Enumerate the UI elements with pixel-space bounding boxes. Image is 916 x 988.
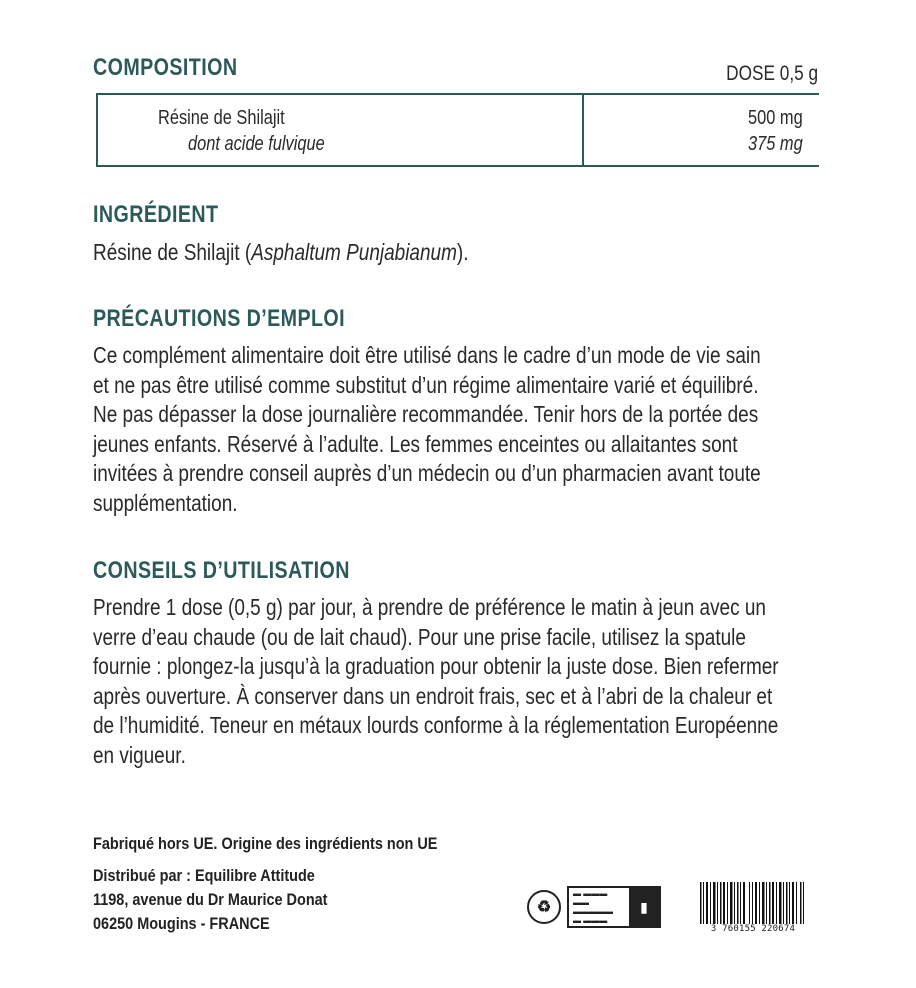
composition-row-value: 500 mg — [748, 107, 803, 129]
precautions-line: Ne pas dépasser la dose journalière recommandée. Tenir hors de la portée des — [93, 401, 759, 427]
barcode-number: 3 760155 220674 — [694, 924, 812, 934]
ingredient-text-suffix: ). — [456, 239, 469, 265]
ingredient-title: INGRÉDIENT — [93, 201, 219, 228]
conseils-text — [93, 593, 819, 770]
precautions-line: invitées à prendre conseil auprès d’un médecin ou d’un pharmacien avant toute — [93, 460, 761, 486]
conseils-line: de l’humidité. Teneur en métaux lourds conforme à la réglementation Européenne — [93, 712, 779, 738]
precautions-line: et ne pas être utilisé comme substitut d’un régime alimentaire varié et équilibré. — [93, 371, 759, 398]
precautions-line: supplémentation. — [93, 489, 238, 516]
precautions-text — [93, 341, 819, 518]
conseils-line: Prendre 1 dose (0,5 g) par jour, à prendre de préférence le matin à jeun avec un — [93, 594, 766, 620]
precautions-title: PRÉCAUTIONS D’EMPLOI — [93, 305, 346, 332]
composition-row-sub: dont acide fulvique — [188, 133, 325, 155]
dose-header: DOSE 0,5 g — [726, 62, 818, 85]
composition-row-name: Résine de Shilajit — [158, 107, 285, 129]
conseils-line: fournie : plongez-la jusqu’à la graduation pour obtenir la juste dose. Bien refermer — [93, 653, 779, 679]
sorting-info-lines-icon: ▬ ▬▬▬ ▬▬ ▬▬▬▬▬ ▬ ▬▬▬ — [573, 889, 613, 925]
recycling-logos — [527, 886, 661, 928]
ingredient-text-prefix: Résine de Shilajit ( — [93, 239, 252, 265]
origin-text: Fabriqué hors UE. Origine des ingrédients non UE — [93, 834, 438, 853]
conseils-line: verre d’eau chaude (ou de lait chaud). Pour une prise facile, utilisez la spatule — [93, 623, 746, 650]
precautions-line: jeunes enfants. Réservé à l’adulte. Les femmes enceintes ou allaitantes sont — [93, 430, 738, 457]
composition-row-sub-value: 375 mg — [748, 133, 803, 155]
ingredient-text — [93, 238, 819, 268]
sorting-info-icon — [567, 886, 661, 928]
table-divider — [582, 95, 584, 165]
composition-title: COMPOSITION — [93, 54, 238, 81]
conseils-line: en vigueur. — [93, 741, 186, 768]
composition-table — [96, 93, 819, 167]
address-line-2: 06250 Mougins - FRANCE — [93, 914, 270, 933]
conseils-title: CONSEILS D’UTILISATION — [93, 557, 350, 584]
distributor-line: Distribué par : Equilibre Attitude — [93, 866, 315, 885]
distributor-block — [93, 864, 328, 936]
ingredient-latin-name: Asphaltum Punjabianum — [251, 239, 457, 265]
triman-icon: ♻ — [527, 890, 561, 924]
address-line-1: 1198, avenue du Dr Maurice Donat — [93, 890, 328, 909]
table-left-border — [96, 95, 98, 165]
conseils-line: après ouverture. À conserver dans un endroit frais, sec et à l’abri de la chaleur et — [93, 682, 773, 709]
trash-bin-icon: ▮ — [629, 888, 659, 926]
precautions-line: Ce complément alimentaire doit être utilisé dans le cadre d’un mode de vie sain — [93, 342, 761, 368]
